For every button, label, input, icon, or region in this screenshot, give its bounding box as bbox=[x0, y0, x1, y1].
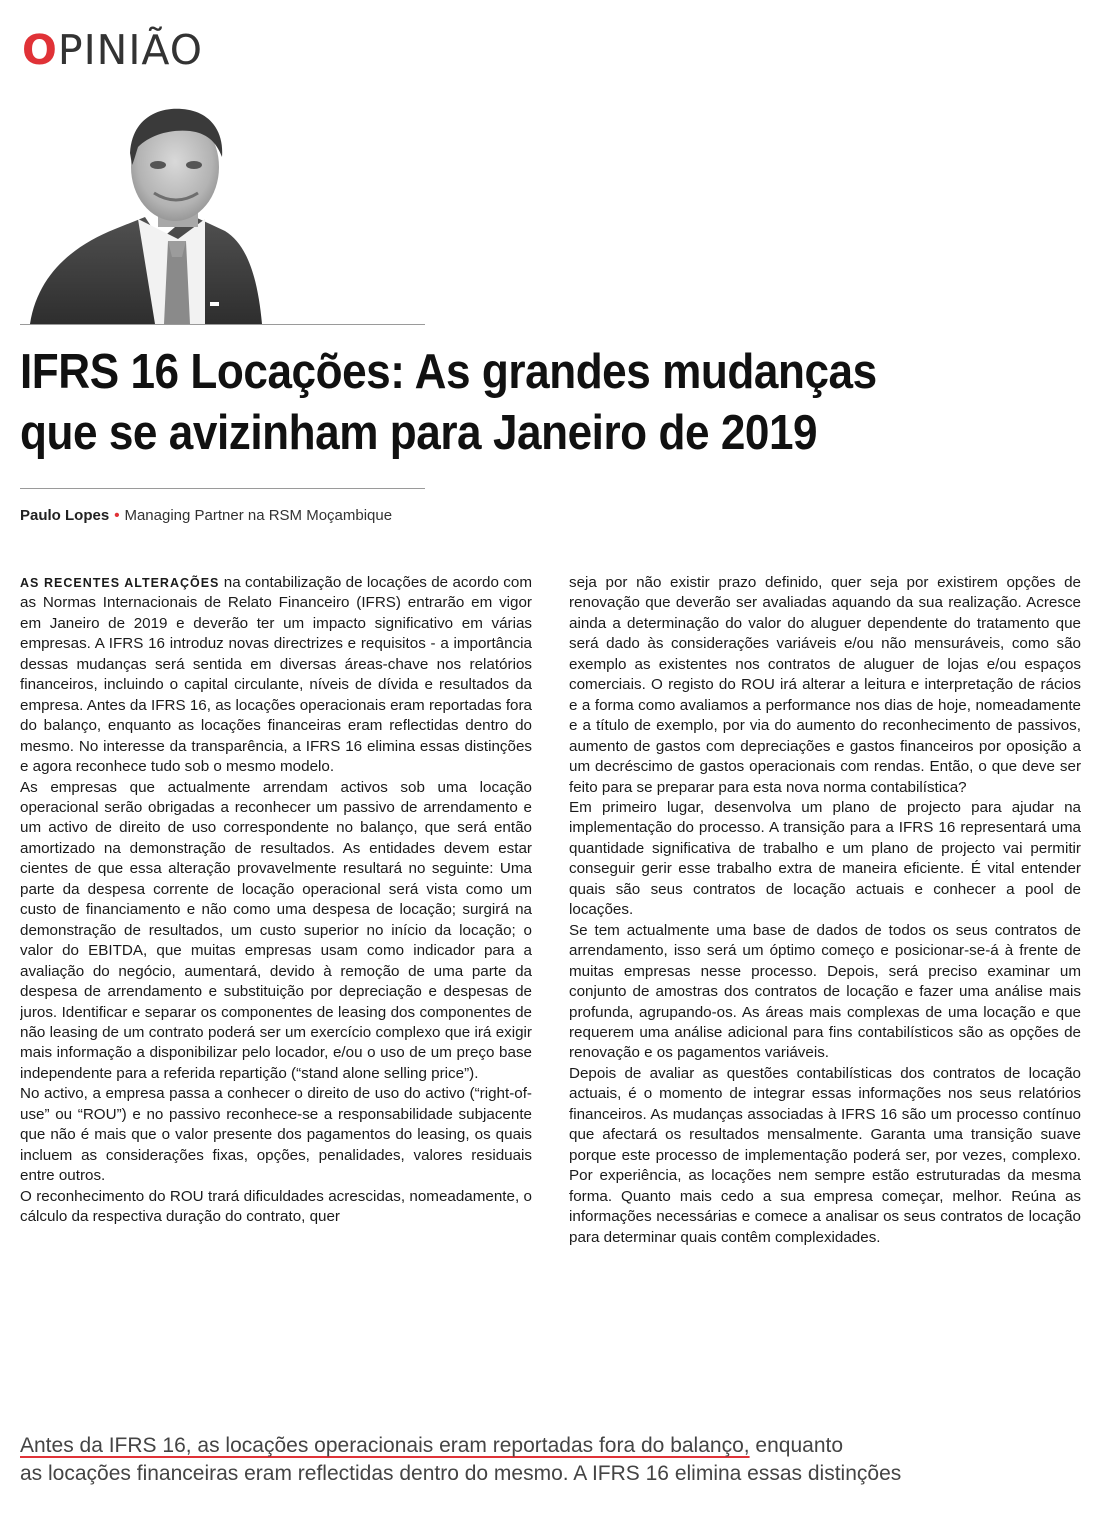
pull-quote-highlight: Antes da IFRS 16, as locações operacionais eram reportadas fora do balanço, bbox=[20, 1434, 750, 1457]
author-name: Paulo Lopes bbox=[20, 507, 110, 524]
headline-line-1: IFRS 16 Locações: As grandes mudanças bbox=[20, 345, 877, 399]
author-photo bbox=[20, 105, 425, 324]
section-title bbox=[22, 26, 203, 74]
article-column-left bbox=[20, 573, 532, 1385]
pull-quote bbox=[20, 1432, 1090, 1488]
article-paragraph: seja por não existir prazo definido, quer seja por existirem opções de renovação que deverão ser avaliadas aquando da sua realização. Acresce ainda a determinação do valor do aluguer dependente do tratamento que será dado às considerações variáveis e/ou não mensuráveis, como são exemplo as existentes nos contratos de aluguer de lojas e/ou espaços comerciais. O registo do ROU irá alterar a leitura e interpretação de rácios e a forma como avaliamos a performance nos dias de hoje, nomeadamente e a título de exemplo, por via do aumento do reconhecimento de passivos, aumento de gastos com depreciações e gastos financeiros por oposição a um decréscimo de gastos operacionais com rendas. Então, o que deve ser feito para se preparar para esta nova norma contabilística? bbox=[569, 574, 1081, 796]
paragraph-text: na contabilização de locações de acordo com as Normas Internacionais de Relato Financeiro (IFRS) entrarão em vigor em Janeiro de 2019 e deverão ter um impacto significativo em várias empresas. A IFRS 16 introduz novas directrizes e requisitos - a importância dessas mudanças será sentida em diversas áreas-chave nos relatórios financeiros, incluindo o capital circulante, níveis de dívida e resultados da empresa. Antes da IFRS 16, as locações operacionais eram reportadas fora do balanço, enquanto as locações financeiras eram reflectidas dentro do mesmo. No interesse da transparência, a IFRS 16 elimina essas distinções e agora reconhece tudo sob o mesmo modelo. bbox=[20, 574, 532, 776]
article-paragraph: Em primeiro lugar, desenvolva um plano de projecto para ajudar na implementação do processo. A transição para a IFRS 16 representará uma quantidade significativa de trabalho e um plano de projecto vai permitir conseguir gerir esse trabalho extra de maneira eficiente. É vital entender quais são seus contratos de locação actuais e conhecer a pool de locações. bbox=[569, 798, 1081, 919]
byline-separator: • bbox=[114, 507, 120, 524]
section-title-initial: O bbox=[22, 26, 58, 74]
article-paragraph: Se tem actualmente uma base de dados de todos os seus contratos de arrendamento, isso será um óptimo começo e posicionar-se-á à frente de muitas empresas nesse processo. Depois, será preciso examinar um conjunto de amostras dos contratos de locação e fazer uma análise mais profunda, agrupando-os. As áreas mais complexas de uma locação e que requerem uma análise adicional para fins contabilísticos são as opções de renovação e os pagamentos variáveis. bbox=[569, 921, 1081, 1062]
section-title-rest: PINIÃO bbox=[57, 26, 204, 74]
pull-quote-line-2: as locações financeiras eram reflectidas dentro do mesmo. A IFRS 16 elimina essas distinções bbox=[20, 1462, 902, 1485]
article-paragraph bbox=[20, 573, 532, 778]
headline bbox=[20, 342, 983, 464]
byline bbox=[20, 506, 392, 526]
pull-quote-text: enquanto bbox=[749, 1434, 844, 1457]
lead-in: AS RECENTES ALTERAÇÕES bbox=[20, 576, 220, 590]
photo-divider bbox=[20, 324, 425, 325]
article-paragraph: No activo, a empresa passa a conhecer o direito de uso do activo (“right-of-use” ou “ROU”) e no passivo reconhece-se a responsabilidade subjacente que não é mais que o valor presente dos pagamentos do leasing, os quais incluem as considerações fixas, opções, penalidades, valores residuais entre outros. bbox=[20, 1085, 532, 1185]
article-paragraph: As empresas que actualmente arrendam activos sob uma locação operacional serão obrigadas a reconhecer um passivo de arrendamento e um activo de direito de uso correspondente no balanço, que será então amortizado na demonstração de resultados. As entidades devem estar cientes de que essa alteração provavelmente resultará no seguinte: Uma parte da despesa corrente de locação operacional será vista como um custo de financiamento e não como uma despesa de locação; surgirá na demonstração de resultados, um custo superior no início da locação; o valor do EBITDA, que muitas empresas usam como indicador para a avaliação do negócio, aumentará, devido à remoção de uma parte da despesa de arrendamento e substituição por depreciação e despesas de juros. Identificar e separar os componentes de leasing dos componentes de não leasing de um contrato poderá ser um exercício complexo que irá exigir mais informação a disponibilizar pelo locador, e/ou o uso de um preço base independente para a referida repartição (“stand alone selling price”). bbox=[20, 778, 532, 1082]
article-column-right bbox=[569, 573, 1081, 1385]
article-paragraph: O reconhecimento do ROU trará dificuldades acrescidas, nomeadamente, o cálculo da respectiva duração do contrato, quer bbox=[20, 1187, 532, 1226]
author-role: Managing Partner na RSM Moçambique bbox=[124, 507, 393, 524]
byline-divider bbox=[20, 488, 425, 489]
article-paragraph: Depois de avaliar as questões contabilísticas dos contratos de locação actuais, é o momento de integrar essas informações nos seus relatórios financeiros. As mudanças associadas à IFRS 16 são um processo contínuo que afectará os resultados mensalmente. Garanta uma transição suave porque este processo de implementação poderá ser, por vezes, complexo. Por experiência, as locações nem sempre estão estruturadas da mesma forma. Quanto mais cedo a sua empresa começar, melhor. Reúna as informações necessárias e comece a analisar os seus contratos de locação para determinar quais contêm complexidades. bbox=[569, 1064, 1081, 1246]
headline-line-2: que se avizinham para Janeiro de 2019 bbox=[20, 406, 818, 460]
